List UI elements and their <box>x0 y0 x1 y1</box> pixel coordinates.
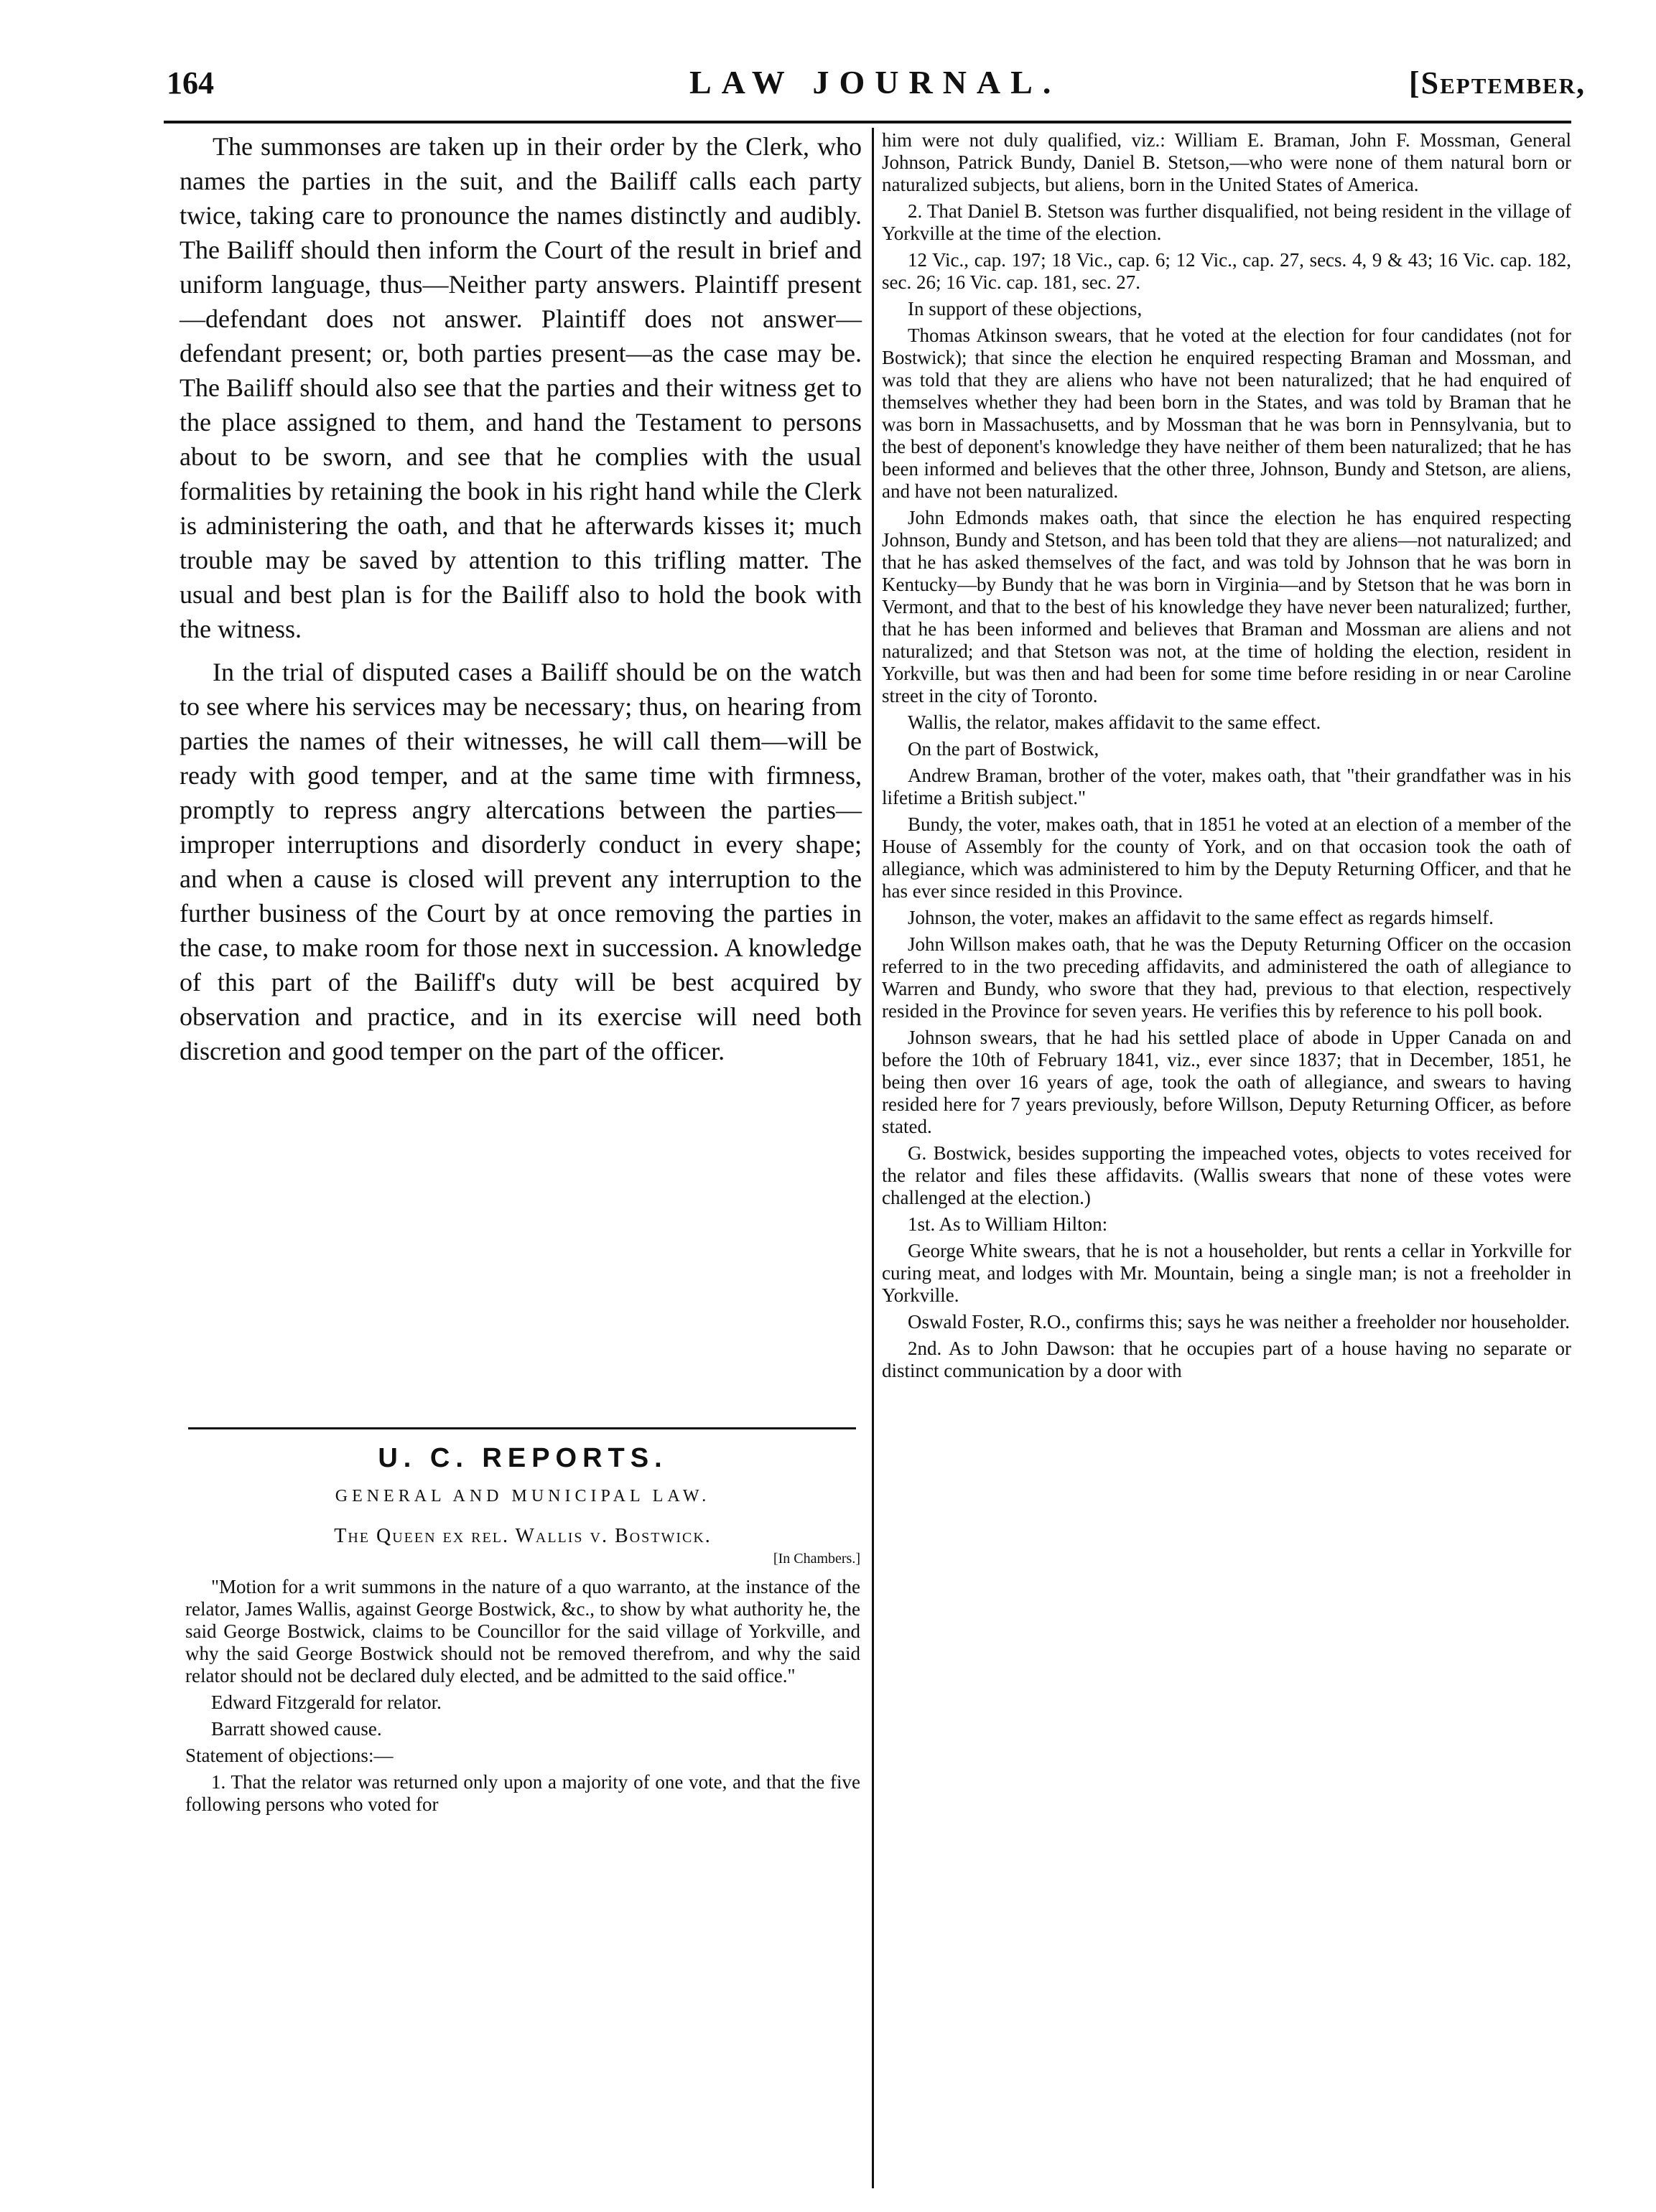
affidavit-paragraph: Thomas Atkinson swears, that he voted at the election for four candidates (not for Bostwick); that since the election he enquired respecting Braman and Mossman, and was told that they are aliens who have not been naturalized; that he had enquired of themselves whether they had been born in the States, and was told by Braman that he was born in Massachusetts, and by Mossman that he was born in Pennsylvania, but to the best of deponent's knowledge they have neither of them been naturalized; that he has been informed and believes that the other three, Johnson, Bundy and Stetson, are aliens, and have not been naturalized. <box>882 325 1571 502</box>
affidavit-paragraph: Johnson swears, that he had his settled place of abode in Upper Canada on and before the 10th of February 1841, viz., ever since 1837; that in December, 1851, he being then over 16 years of age, took the oath of allegiance, and swears to having resided here for 7 years previously, before Willson, Deputy Returning Officer, as before stated. <box>882 1027 1571 1137</box>
affidavit-paragraph: George White swears, that he is not a householder, but rents a cellar in Yorkville for curing meat, and lodges with Mr. Mountain, being a single man; is not a freeholder in Yorkville. <box>882 1240 1571 1306</box>
left-column-article <box>180 129 862 1077</box>
objections-heading: Statement of objections:— <box>185 1745 394 1766</box>
report-paragraph: him were not duly qualified, viz.: William E. Braman, John F. Mossman, General Johnson, Patrick Bundy, Daniel B. Stetson,—who were none of them natural born or naturalized subjects, but aliens, born in the United States of America. <box>882 129 1571 195</box>
affidavit-paragraph: Bundy, the voter, makes oath, that in 1851 he voted at an election of a member of the House of Assembly for the county of York, and on that occasion took the oath of allegiance, which was administered to him by the Deputy Returning Officer, and that he has ever since resided in this Province. <box>882 813 1571 902</box>
section-subtitle: GENERAL AND MUNICIPAL LAW. <box>335 1487 711 1506</box>
article-paragraph: In the trial of disputed cases a Bailiff should be on the watch to see where his services may be necessary; thus, on hearing from parties the names of their witnesses, he will call them—will be ready with good temper, and at the same time with firmness, promptly to repress angry altercations between the parties—improper interruptions and disorderly conduct in every shape; and when a cause is closed will prevent any interruption to the further business of the Court by at once removing the parties in the case, to make room for those next in succession. A knowledge of this part of the Bailiff's duty will be best acquired by observation and practice, and in its exercise will need both discretion and good temper on the part of the officer. <box>180 658 862 1065</box>
report-paragraph: On the part of Bostwick, <box>908 738 1099 760</box>
header-month: [September, <box>1409 65 1586 101</box>
report-paragraph: 2. That Daniel B. Stetson was further disqualified, not being resident in the village of Yorkville at the time of the election. <box>882 200 1571 244</box>
affidavit-paragraph: G. Bostwick, besides supporting the impeached votes, objects to votes received for the relator and files these affidavits. (Wallis swears that none of these votes were challenged at the election.) <box>882 1142 1571 1208</box>
journal-title: LAW JOURNAL. <box>689 64 1061 101</box>
affidavit-paragraph: John Willson makes oath, that he was the Deputy Returning Officer on the occasion referred to in the two preceding affidavits, and administered the oath of allegiance to Warren and Bundy, who swore that they had, previous to that election, respectively resided in the Province for seven years. He verifies this by reference to his poll book. <box>882 933 1571 1022</box>
affidavit-paragraph: John Edmonds makes oath, that since the election he has enquired respecting Johnson, Bundy and Stetson, and has been told that they are aliens—not naturalized; and that he has asked themselves of the fact, and was told by Johnson that he was born in Kentucky—by Bundy that he was born in Virginia—and by Stetson that he was born in Vermont, and that to the best of his knowledge they have never been naturalized; further, that he has been informed and believes that Braman and Mossman are aliens and not naturalized; and that Stetson was not, at the time of holding the election, resident in Yorkville, but was then and had been for some time before residing in or near Caroline street in the city of Toronto. <box>882 507 1571 706</box>
header-rule <box>164 121 1571 123</box>
report-paragraph: 2nd. As to John Dawson: that he occupies part of a house having no separate or distinct communication by a door with <box>882 1338 1571 1381</box>
running-header <box>0 63 1656 113</box>
chambers-note: [In Chambers.] <box>773 1551 860 1567</box>
article-paragraph: The summonses are taken up in their order by the Clerk, who names the parties in the suit, and the Bailiff calls each party twice, taking care to pronounce the names distinctly and audibly. The Bailiff should then inform the Court of the result in brief and uniform language, thus—Neither party answers. Plaintiff present—defendant does not answer. Plaintiff does not answer—defendant present; or, both parties present—as the case may be. The Bailiff should also see that the parties and their witness get to the place assigned to them, and hand the Testament to persons about to be sworn, and see that he complies with the usual formalities by retaining the book in his right hand while the Clerk is administering the oath, and that he afterwards kisses it; much trouble may be saved by attention to this trifling matter. The usual and best plan is for the Bailiff also to hold the book with the witness. <box>180 132 862 643</box>
affidavit-paragraph: Andrew Braman, brother of the voter, makes oath, that "their grandfather was in his lifetime a British subject." <box>882 765 1571 808</box>
affidavit-paragraph: Wallis, the relator, makes affidavit to the same effect. <box>908 711 1321 733</box>
page-number: 164 <box>167 65 214 101</box>
uc-reports-section <box>185 1443 860 1820</box>
section-title: U. C. REPORTS. <box>378 1443 668 1473</box>
statute-citation: 12 Vic., cap. 197; 18 Vic., cap. 6; 12 Vic., cap. 27, secs. 4, 9 & 43; 16 Vic. cap. 182, sec. 26; 16 Vic. cap. 181, sec. 27. <box>882 249 1571 293</box>
report-paragraph: In support of these objections, <box>908 298 1143 319</box>
right-column-report <box>882 129 1571 1386</box>
report-paragraph: 1st. As to William Hilton: <box>908 1213 1108 1235</box>
section-divider <box>188 1427 856 1429</box>
counsel-line: Barratt showed cause. <box>211 1718 382 1740</box>
column-divider <box>872 128 874 2188</box>
affidavit-paragraph: Johnson, the voter, makes an affidavit to the same effect as regards himself. <box>908 907 1494 928</box>
affidavit-paragraph: Oswald Foster, R.O., confirms this; says he was neither a freeholder nor householder. <box>908 1311 1570 1333</box>
counsel-line: Edward Fitzgerald for relator. <box>211 1691 442 1713</box>
case-title: The Queen ex rel. Wallis v. Bostwick. <box>334 1525 712 1547</box>
objection-paragraph: 1. That the relator was returned only upon a majority of one vote, and that the five following persons who voted for <box>185 1771 860 1815</box>
motion-paragraph: "Motion for a writ summons in the nature of a quo warranto, at the instance of the relator, James Wallis, against George Bostwick, &c., to show by what authority he, the said George Bostwick, claims to be Councillor for the said village of Yorkville, and why the said George Bostwick should not be removed therefrom, and why the said relator should not be declared duly elected, and be admitted to the said office." <box>185 1576 860 1686</box>
